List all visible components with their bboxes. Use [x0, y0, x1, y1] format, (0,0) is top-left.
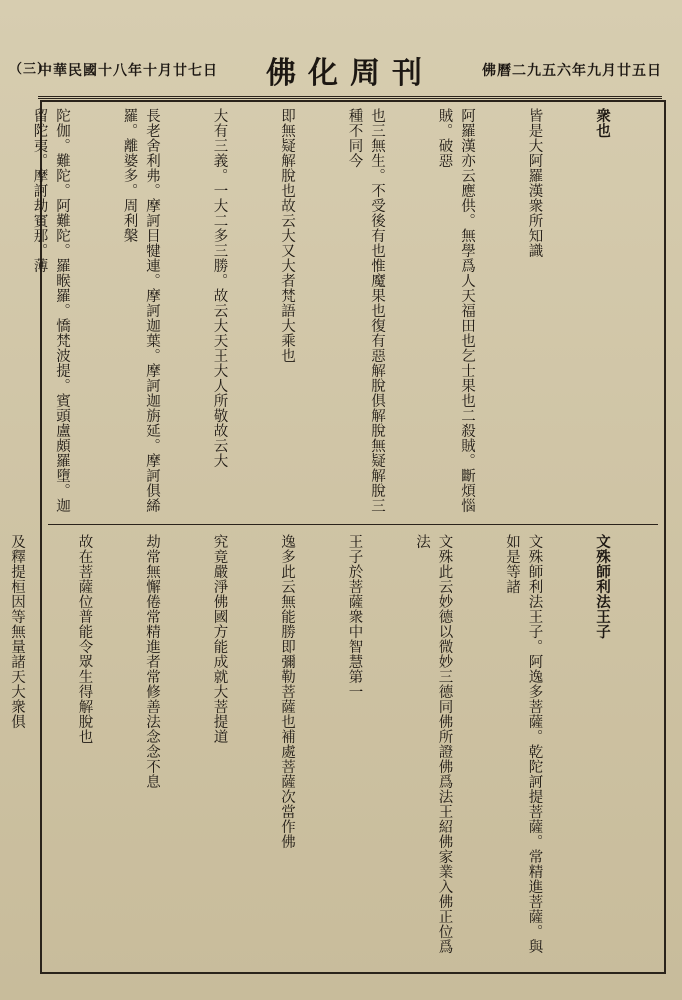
text-column: 大有三義。一大二多三勝。故云大天王大人所敬故云大: [211, 108, 228, 468]
article-upper-section: [31, 108, 658, 518]
text-column: 究竟嚴淨佛國方能成就大菩提道: [211, 534, 228, 744]
section-lead: 文殊師利法王子: [594, 534, 611, 639]
text-column: 阿羅漢亦云應供。無學爲人天福田也乞士果也二殺賊。斷煩惱賊。破惡: [436, 108, 475, 513]
text-column: 逸多此云無能勝即彌勒菩薩也補處菩薩次當作佛: [279, 534, 295, 849]
text-column: 王子於菩薩衆中智慧第一: [346, 534, 363, 699]
text-column: 皆是大阿羅漢衆所知識: [526, 108, 543, 258]
text-column: 陀伽。難陀。阿難陀。羅睺羅。憍梵波提。賓頭盧頗羅墮。迦留陀夷。摩訶劫賓那。薄: [31, 108, 70, 513]
page-header: [38, 44, 662, 99]
section-lead: 衆也: [594, 108, 611, 138]
text-column: 故在菩薩位普能令眾生得解脫也: [76, 534, 93, 744]
text-column: 長老舍利弗。摩訶目犍連。摩訶迦葉。摩訶迦旃延。摩訶俱絺羅。離婆多。周利槃: [121, 108, 160, 513]
issue-date-buddhist: 佛曆二九五六年九月廿五日: [482, 63, 662, 79]
page-number: （三）: [9, 62, 52, 77]
article-lower-section: [9, 534, 658, 968]
article-frame: [9, 100, 666, 974]
section-divider: [48, 524, 658, 525]
masthead-title: 佛化周刊: [266, 56, 434, 91]
text-column: 文殊師利法王子。阿逸多菩薩。乾陀訶提菩薩。常精進菩薩。與如是等諸: [504, 534, 543, 954]
issue-date-republic: 中華民國十八年十月廿七日: [38, 63, 218, 79]
text-column: 也三無生。不受後有也惟魔果也復有惡解脫俱解脫無疑解脫三種不同今: [346, 108, 385, 513]
text-column: 即無疑解脫也故云大又大者梵語大乘也: [279, 108, 295, 363]
text-column: 及釋提桓因等無量諸天大衆俱: [9, 534, 25, 729]
text-column: 文殊此云妙德以微妙三德同佛所證佛爲法王紹佛家業入佛正位爲法: [414, 534, 453, 954]
text-column: 劫常無懈倦常精進者常修善法念念不息: [144, 534, 160, 789]
